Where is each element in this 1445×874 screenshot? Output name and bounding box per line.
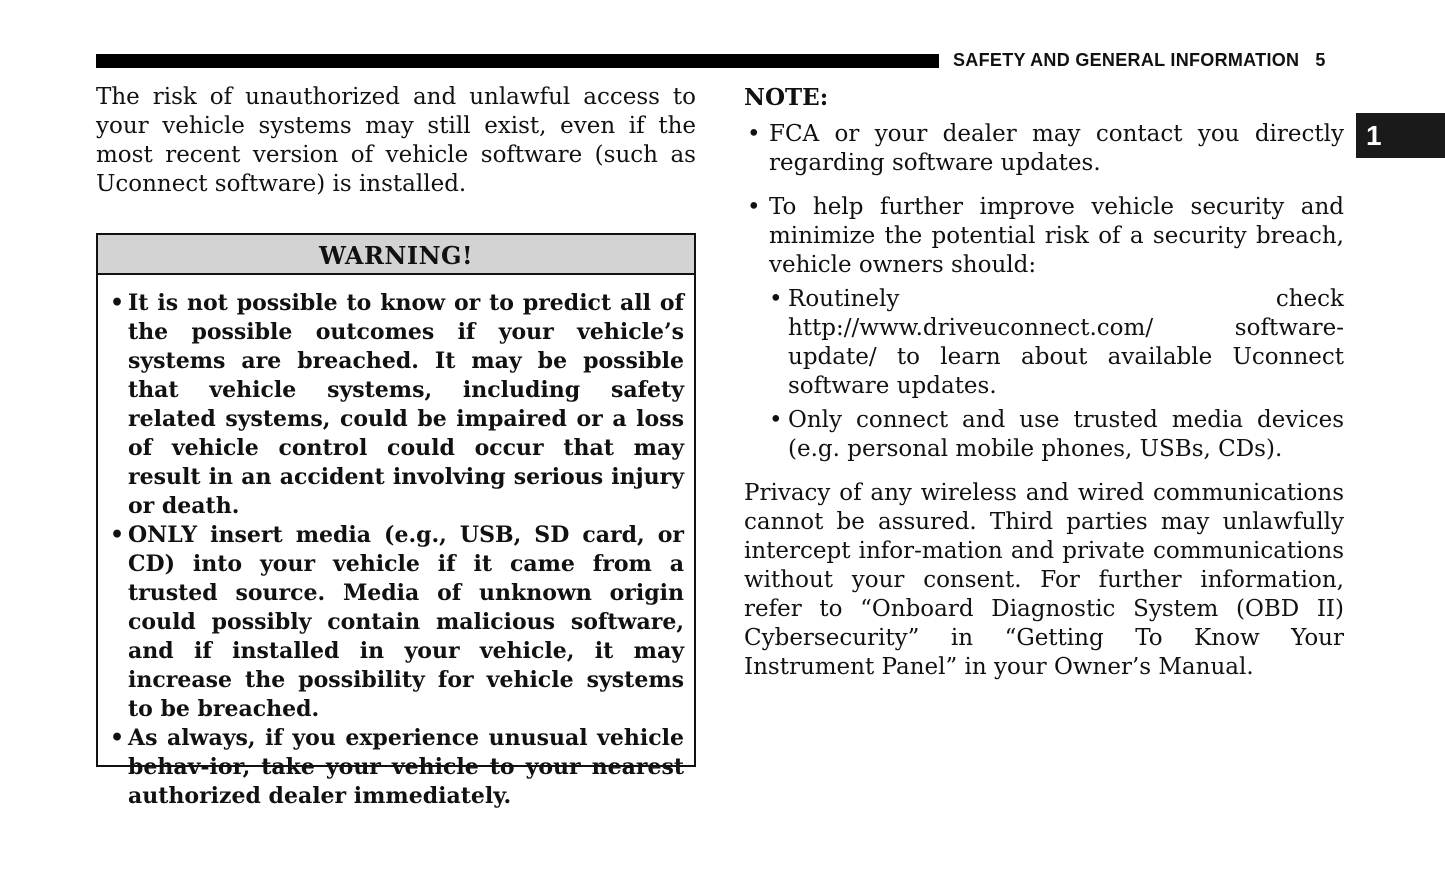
page-number: 5 (1315, 50, 1326, 70)
bullet-icon: • (110, 290, 125, 316)
note-bullets (744, 120, 1344, 464)
privacy-paragraph: Privacy of any wireless and wired communications cannot be assured. Third parties may unlawfully intercept infor-mation and private communications without your consent. For further information, refer to “Onboard Diagnostic System (OBD II) Cybersecurity” in “Getting To Know Your Instrument Panel” in your Owner’s Manual. (744, 480, 1344, 680)
left-column (96, 83, 696, 199)
note-bullet: • To help further improve vehicle security and minimize the potential risk of a security breach, vehicle owners should: • Routinely check http://www.driveuconnect.com/ software-update/ to learn about available Uconnect software updates. • Only connect and use trusted media devices (e.g. personal mobile phones, USBs, CDs). (747, 194, 1344, 462)
note-sub-bullet: • Only connect and use trusted media devices (e.g. personal mobile phones, USBs, CDs). (769, 407, 1344, 462)
bullet-icon: • (110, 725, 125, 751)
note-sub-bullets (769, 285, 1344, 464)
note-sub-bullet: • Routinely check http://www.driveuconnect.com/ software-update/ to learn about available Uconnect software updates. (769, 286, 1344, 399)
warning-item: • ONLY insert media (e.g., USB, SD card, or CD) into your vehicle if it came from a trusted source. Media of unknown origin could possibly contain malicious software, and if installed in your vehicle, it may increase the possibility for vehicle systems to be breached. (110, 522, 684, 722)
warning-item: • As always, if you experience unusual vehicle behav-ior, take your vehicle to your nearest authorized dealer immediately. (110, 725, 684, 809)
running-header (953, 50, 1326, 71)
note-label: NOTE: (744, 84, 829, 111)
chapter-tab: 1 (1356, 113, 1445, 158)
warning-title: WARNING! (98, 235, 694, 275)
note-bullet: • FCA or your dealer may contact you directly regarding software updates. (747, 121, 1344, 176)
warning-box (96, 233, 696, 809)
warning-list (98, 275, 694, 811)
section-title: SAFETY AND GENERAL INFORMATION (953, 50, 1300, 70)
bullet-icon: • (747, 194, 761, 220)
intro-paragraph: The risk of unauthorized and unlawful access to your vehicle systems may still exist, even if the most recent version of vehicle software (such as Uconnect software) is installed. (96, 84, 696, 197)
right-column (744, 83, 1344, 682)
bullet-icon: • (747, 121, 761, 147)
bullet-icon: • (769, 286, 783, 312)
bullet-icon: • (110, 522, 125, 548)
header-rule (96, 54, 939, 68)
bullet-icon: • (769, 407, 783, 433)
warning-item: • It is not possible to know or to predict all of the possible outcomes if your vehicle’s systems are breached. It may be possible that vehicle systems, including safety related systems, could be impaired or a loss of vehicle control could occur that may result in an accident involving serious injury or death. (110, 290, 684, 519)
